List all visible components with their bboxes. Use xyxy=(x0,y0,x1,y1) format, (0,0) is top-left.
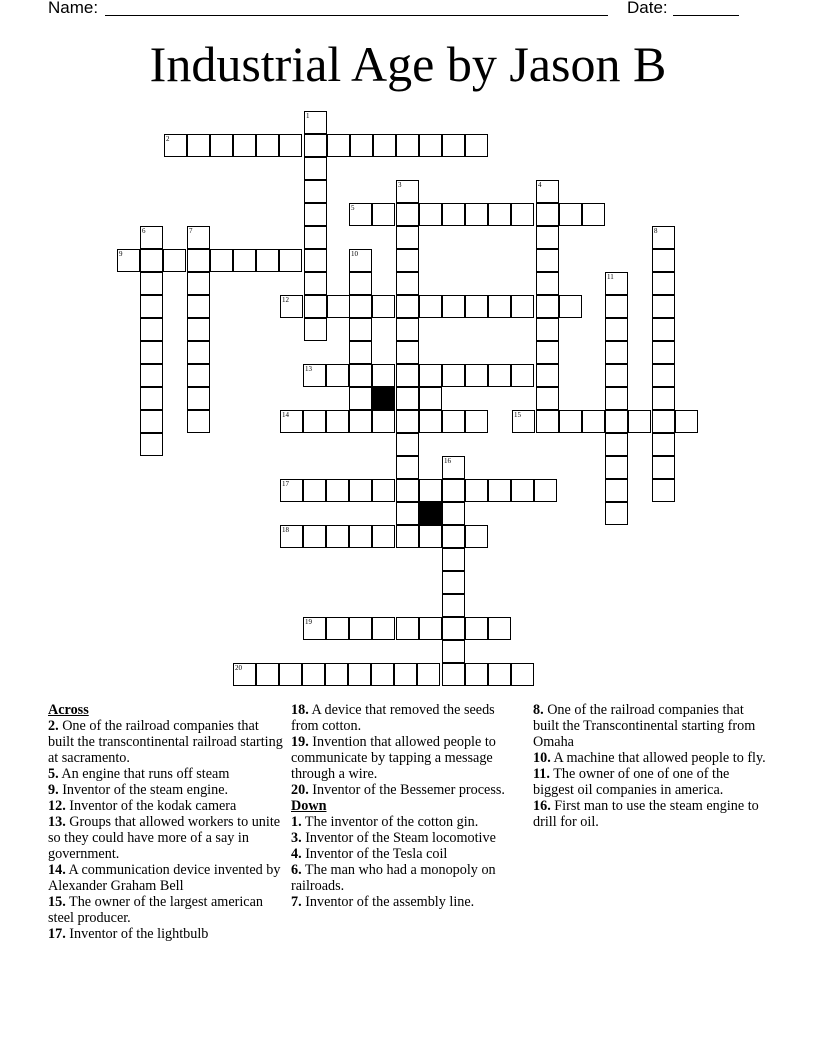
crossword-cell[interactable] xyxy=(349,341,372,364)
clue-number: 14 xyxy=(282,411,289,419)
crossword-cell[interactable] xyxy=(187,364,210,387)
crossword-cell[interactable] xyxy=(304,295,327,318)
crossword-cell[interactable] xyxy=(396,502,419,525)
crossword-cell[interactable] xyxy=(582,203,605,226)
crossword-cell[interactable] xyxy=(536,295,559,318)
clue-item-number: 9. xyxy=(48,782,59,798)
crossword-cell[interactable] xyxy=(304,157,327,180)
crossword-cell[interactable] xyxy=(396,203,419,226)
crossword-cell[interactable] xyxy=(396,525,419,548)
crossword-cell[interactable] xyxy=(140,226,163,249)
clue-item-text: First man to use the steam engine to drill for oil. xyxy=(533,798,759,830)
crossword-cell[interactable] xyxy=(303,410,326,433)
clue-item-number: 7. xyxy=(291,894,302,910)
crossword-cell[interactable] xyxy=(559,295,582,318)
crossword-cell[interactable] xyxy=(396,318,419,341)
clue-item-text: One of the railroad companies that built the transcontinental railroad starting at sacramento. xyxy=(48,718,283,766)
clue-number: 6 xyxy=(142,227,146,235)
clue-number: 3 xyxy=(398,181,402,189)
crossword-cell[interactable] xyxy=(534,479,557,502)
clue-item-text: The inventor of the cotton gin. xyxy=(301,814,479,830)
crossword-cell[interactable] xyxy=(442,134,465,157)
crossword-cell[interactable] xyxy=(511,295,534,318)
crossword-cell[interactable] xyxy=(605,479,628,502)
crossword-cell[interactable] xyxy=(304,134,327,157)
clue-item xyxy=(48,862,284,894)
crossword-cell[interactable] xyxy=(349,364,372,387)
crossword-cell[interactable] xyxy=(536,203,559,226)
crossword-cell[interactable] xyxy=(372,364,395,387)
crossword-cell[interactable] xyxy=(372,525,395,548)
clue-item xyxy=(291,846,523,862)
crossword-cell[interactable] xyxy=(304,249,327,272)
crossword-cell[interactable] xyxy=(536,410,559,433)
crossword-cell[interactable] xyxy=(210,249,233,272)
clue-item-text: A device that removed the seeds from cotton. xyxy=(291,702,495,734)
crossword-cell[interactable] xyxy=(582,410,605,433)
clue-number: 10 xyxy=(351,250,358,258)
crossword-cell[interactable] xyxy=(326,525,349,548)
crossword-cell[interactable] xyxy=(164,134,187,157)
clue-item xyxy=(291,782,523,798)
crossword-cell[interactable] xyxy=(140,364,163,387)
blocked-cell xyxy=(372,387,395,410)
crossword-cell[interactable] xyxy=(442,295,465,318)
crossword-cell[interactable] xyxy=(605,364,628,387)
clue-item-text: Inventor of the Bessemer process. xyxy=(308,782,505,798)
crossword-cell[interactable] xyxy=(488,617,511,640)
crossword-cell[interactable] xyxy=(605,341,628,364)
clues-column-1 xyxy=(48,702,284,942)
clue-item-number: 17. xyxy=(48,926,66,942)
crossword-cell[interactable] xyxy=(396,387,419,410)
crossword-cell[interactable] xyxy=(349,249,372,272)
crossword-cell[interactable] xyxy=(442,479,465,502)
clue-item-text: Inventor of the lightbulb xyxy=(65,926,209,942)
crossword-cell[interactable] xyxy=(488,663,511,686)
down-heading: Down xyxy=(291,798,327,814)
clue-item xyxy=(533,750,773,766)
crossword-cell[interactable] xyxy=(256,663,279,686)
clue-item-number: 14. xyxy=(48,862,66,878)
crossword-cell[interactable] xyxy=(442,410,465,433)
crossword-cell[interactable] xyxy=(372,479,395,502)
crossword-cell[interactable] xyxy=(304,203,327,226)
crossword-cell[interactable] xyxy=(652,410,675,433)
clue-number: 8 xyxy=(654,227,658,235)
crossword-cell[interactable] xyxy=(465,617,488,640)
crossword-cell[interactable] xyxy=(512,410,535,433)
crossword-cell[interactable] xyxy=(536,318,559,341)
crossword-cell[interactable] xyxy=(652,364,675,387)
clue-item xyxy=(291,830,523,846)
crossword-cell[interactable] xyxy=(350,134,373,157)
clue-number: 13 xyxy=(305,365,312,373)
crossword-cell[interactable] xyxy=(349,272,372,295)
crossword-cell[interactable] xyxy=(396,134,419,157)
crossword-cell[interactable] xyxy=(675,410,698,433)
crossword-cell[interactable] xyxy=(304,226,327,249)
crossword-cell[interactable] xyxy=(372,203,395,226)
crossword-cell[interactable] xyxy=(652,341,675,364)
across-clue-list xyxy=(48,718,284,942)
crossword-cell[interactable] xyxy=(396,364,419,387)
clue-number: 7 xyxy=(189,227,193,235)
crossword-cell[interactable] xyxy=(442,594,465,617)
clue-number: 4 xyxy=(538,181,542,189)
crossword-cell[interactable] xyxy=(652,387,675,410)
crossword-cell[interactable] xyxy=(256,249,279,272)
crossword-cell[interactable] xyxy=(396,341,419,364)
clue-item-number: 10. xyxy=(533,750,551,766)
across-clue-list-continued xyxy=(291,702,523,798)
crossword-cell[interactable] xyxy=(442,548,465,571)
clue-item-number: 4. xyxy=(291,846,302,862)
crossword-cell[interactable] xyxy=(327,134,350,157)
crossword-cell[interactable] xyxy=(442,502,465,525)
crossword-cell[interactable] xyxy=(536,364,559,387)
crossword-cell[interactable] xyxy=(652,456,675,479)
crossword-cell[interactable] xyxy=(348,663,371,686)
clues-column-3 xyxy=(533,702,773,830)
crossword-cell[interactable] xyxy=(280,479,303,502)
crossword-cell[interactable] xyxy=(536,387,559,410)
crossword-cell[interactable] xyxy=(652,433,675,456)
clue-item xyxy=(48,894,284,926)
clue-item-text: Invention that allowed people to communicate by tapping a message through a wire. xyxy=(291,734,496,782)
clue-item-number: 13. xyxy=(48,814,66,830)
clue-number: 20 xyxy=(235,664,242,672)
page-title: Industrial Age by Jason B xyxy=(149,36,667,92)
clue-item-text: A communication device invented by Alexander Graham Bell xyxy=(48,862,281,894)
crossword-cell[interactable] xyxy=(465,295,488,318)
crossword-cell[interactable] xyxy=(442,203,465,226)
clue-item-number: 1. xyxy=(291,814,302,830)
crossword-cell[interactable] xyxy=(488,479,511,502)
crossword-cell[interactable] xyxy=(349,479,372,502)
crossword-cell[interactable] xyxy=(372,617,395,640)
clue-item-text: The owner of one of one of the biggest oil companies in america. xyxy=(533,766,730,798)
crossword-cell[interactable] xyxy=(465,663,488,686)
crossword-cell[interactable] xyxy=(396,410,419,433)
clue-item xyxy=(533,798,773,830)
crossword-cell[interactable] xyxy=(465,410,488,433)
crossword-cell[interactable] xyxy=(419,364,442,387)
crossword-cell[interactable] xyxy=(442,663,465,686)
crossword-cell[interactable] xyxy=(488,295,511,318)
down-clue-list-continued xyxy=(533,702,773,830)
crossword-cell[interactable] xyxy=(140,249,163,272)
crossword-cell[interactable] xyxy=(372,295,395,318)
crossword-cell[interactable] xyxy=(419,295,442,318)
clue-number: 1 xyxy=(306,112,310,120)
crossword-cell[interactable] xyxy=(419,410,442,433)
crossword-cell[interactable] xyxy=(605,456,628,479)
crossword-cell[interactable] xyxy=(187,134,210,157)
crossword-cell[interactable] xyxy=(628,410,651,433)
crossword-cell[interactable] xyxy=(187,272,210,295)
crossword-cell[interactable] xyxy=(394,663,417,686)
crossword-cell[interactable] xyxy=(536,180,559,203)
crossword-cell[interactable] xyxy=(536,341,559,364)
crossword-cell[interactable] xyxy=(419,525,442,548)
crossword-cell[interactable] xyxy=(442,456,465,479)
crossword-cell[interactable] xyxy=(349,203,372,226)
crossword-cell[interactable] xyxy=(326,479,349,502)
clue-item-text: Inventor of the Steam locomotive xyxy=(301,830,496,846)
clue-item-text: Inventor of the kodak camera xyxy=(65,798,237,814)
crossword-cell[interactable] xyxy=(280,410,303,433)
crossword-cell[interactable] xyxy=(349,617,372,640)
crossword-cell[interactable] xyxy=(140,341,163,364)
crossword-cell[interactable] xyxy=(605,387,628,410)
clue-number: 17 xyxy=(282,480,289,488)
clue-item-number: 20. xyxy=(291,782,309,798)
clue-item-text: Inventor of the assembly line. xyxy=(301,894,475,910)
crossword-cell[interactable] xyxy=(442,640,465,663)
crossword-cell[interactable] xyxy=(303,364,326,387)
crossword-cell[interactable] xyxy=(465,479,488,502)
crossword-cell[interactable] xyxy=(652,226,675,249)
clue-item xyxy=(533,766,773,798)
crossword-cell[interactable] xyxy=(233,663,256,686)
crossword-cell[interactable] xyxy=(465,525,488,548)
crossword-cell[interactable] xyxy=(536,226,559,249)
crossword-cell[interactable] xyxy=(326,364,349,387)
crossword-cell[interactable] xyxy=(140,272,163,295)
clue-item-text: The man who had a monopoly on railroads. xyxy=(291,862,496,894)
crossword-cell[interactable] xyxy=(396,226,419,249)
clue-item-number: 18. xyxy=(291,702,309,718)
crossword-cell[interactable] xyxy=(327,295,350,318)
crossword-cell[interactable] xyxy=(187,387,210,410)
crossword-cell[interactable] xyxy=(559,203,582,226)
crossword-cell[interactable] xyxy=(326,410,349,433)
clue-item xyxy=(48,782,284,798)
crossword-cell[interactable] xyxy=(304,180,327,203)
clue-item-text: The owner of the largest american steel producer. xyxy=(48,894,263,926)
crossword-cell[interactable] xyxy=(511,364,534,387)
crossword-cell[interactable] xyxy=(163,249,186,272)
crossword-cell[interactable] xyxy=(396,272,419,295)
crossword-cell[interactable] xyxy=(419,387,442,410)
clue-item xyxy=(291,894,523,910)
crossword-cell[interactable] xyxy=(187,226,210,249)
blocked-cell xyxy=(419,502,442,525)
clue-item-number: 5. xyxy=(48,766,59,782)
clue-item-number: 19. xyxy=(291,734,309,750)
crossword-cell[interactable] xyxy=(419,617,442,640)
clue-number: 5 xyxy=(351,204,355,212)
crossword-cell[interactable] xyxy=(652,272,675,295)
clue-item xyxy=(48,814,284,862)
across-heading: Across xyxy=(48,702,89,718)
clues-column-2 xyxy=(291,702,523,910)
crossword-cell[interactable] xyxy=(304,318,327,341)
crossword-cell[interactable] xyxy=(511,203,534,226)
clue-item-text: Inventor of the steam engine. xyxy=(58,782,229,798)
down-clue-list xyxy=(291,814,523,910)
crossword-cell[interactable] xyxy=(372,410,395,433)
crossword-cell[interactable] xyxy=(140,318,163,341)
crossword-cell[interactable] xyxy=(279,134,302,157)
crossword-cell[interactable] xyxy=(396,295,419,318)
crossword-cell[interactable] xyxy=(605,410,628,433)
crossword-cell[interactable] xyxy=(419,134,442,157)
clue-item-number: 6. xyxy=(291,862,302,878)
crossword-cell[interactable] xyxy=(279,663,302,686)
crossword-cell[interactable] xyxy=(326,617,349,640)
crossword-cell[interactable] xyxy=(396,479,419,502)
crossword-cell[interactable] xyxy=(233,249,256,272)
crossword-cell[interactable] xyxy=(371,663,394,686)
crossword-cell[interactable] xyxy=(187,410,210,433)
crossword-cell[interactable] xyxy=(210,134,233,157)
clue-item xyxy=(48,766,284,782)
clue-item xyxy=(291,814,523,830)
clue-item-number: 8. xyxy=(533,702,544,718)
crossword-cell[interactable] xyxy=(396,249,419,272)
crossword-cell[interactable] xyxy=(652,295,675,318)
crossword-cell[interactable] xyxy=(511,479,534,502)
clue-item-number: 2. xyxy=(48,718,59,734)
clue-item xyxy=(291,702,523,734)
crossword-cell[interactable] xyxy=(325,663,348,686)
crossword-cell[interactable] xyxy=(417,663,440,686)
clue-item-number: 12. xyxy=(48,798,66,814)
crossword-cell[interactable] xyxy=(652,318,675,341)
clue-number: 15 xyxy=(514,411,521,419)
crossword-cell[interactable] xyxy=(117,249,140,272)
date-label: Date: xyxy=(627,0,668,17)
crossword-cell[interactable] xyxy=(303,617,326,640)
crossword-cell[interactable] xyxy=(396,456,419,479)
clue-item xyxy=(48,798,284,814)
clue-item xyxy=(533,702,773,750)
crossword-cell[interactable] xyxy=(652,249,675,272)
crossword-cell[interactable] xyxy=(302,663,325,686)
crossword-cell[interactable] xyxy=(187,318,210,341)
clue-item-number: 15. xyxy=(48,894,66,910)
clue-item xyxy=(291,862,523,894)
clue-item xyxy=(48,926,284,942)
crossword-cell[interactable] xyxy=(419,479,442,502)
clue-item-number: 16. xyxy=(533,798,551,814)
clue-item xyxy=(291,734,523,782)
crossword-cell[interactable] xyxy=(303,479,326,502)
crossword-cell[interactable] xyxy=(536,249,559,272)
crossword-cell[interactable] xyxy=(187,295,210,318)
crossword-cell[interactable] xyxy=(465,364,488,387)
clue-item-text: A machine that allowed people to fly. xyxy=(550,750,766,766)
crossword-cell[interactable] xyxy=(280,295,303,318)
crossword-cell[interactable] xyxy=(442,571,465,594)
crossword-cell[interactable] xyxy=(303,525,326,548)
crossword-cell[interactable] xyxy=(488,203,511,226)
crossword-cell[interactable] xyxy=(187,249,210,272)
crossword-cell[interactable] xyxy=(349,387,372,410)
crossword-cell[interactable] xyxy=(488,364,511,387)
crossword-cell[interactable] xyxy=(140,433,163,456)
crossword-cell[interactable] xyxy=(140,387,163,410)
name-label: Name: xyxy=(48,0,99,17)
crossword-cell[interactable] xyxy=(442,525,465,548)
crossword-cell[interactable] xyxy=(652,479,675,502)
crossword-cell[interactable] xyxy=(465,134,488,157)
crossword-cell[interactable] xyxy=(349,318,372,341)
crossword-cell[interactable] xyxy=(396,433,419,456)
clue-item-text: Groups that allowed workers to unite so they could have more of a say in government. xyxy=(48,814,281,862)
clue-number: 2 xyxy=(166,135,170,143)
crossword-cell[interactable] xyxy=(279,249,302,272)
clue-item-text: One of the railroad companies that built the Transcontinental starting from Omaha xyxy=(533,702,756,750)
crossword-cell[interactable] xyxy=(349,410,372,433)
crossword-cell[interactable] xyxy=(349,295,372,318)
crossword-cell[interactable] xyxy=(605,295,628,318)
crossword-cell[interactable] xyxy=(605,318,628,341)
clue-item-text: An engine that runs off steam xyxy=(58,766,230,782)
clue-number: 16 xyxy=(444,457,451,465)
crossword-cell[interactable] xyxy=(465,203,488,226)
crossword-cell[interactable] xyxy=(442,617,465,640)
crossword-cell[interactable] xyxy=(605,272,628,295)
crossword-cell[interactable] xyxy=(396,180,419,203)
crossword-cell[interactable] xyxy=(511,663,534,686)
crossword-cell[interactable] xyxy=(349,525,372,548)
clue-number: 12 xyxy=(282,296,289,304)
crossword-cell[interactable] xyxy=(233,134,256,157)
clue-item-text: Inventor of the Tesla coil xyxy=(301,846,448,862)
crossword-cell[interactable] xyxy=(256,134,279,157)
crossword-cell[interactable] xyxy=(442,364,465,387)
crossword-cell[interactable] xyxy=(140,295,163,318)
crossword-cell[interactable] xyxy=(187,341,210,364)
crossword-cell[interactable] xyxy=(373,134,396,157)
crossword-cell[interactable] xyxy=(605,433,628,456)
clue-number: 11 xyxy=(607,273,614,281)
clue-item-number: 11. xyxy=(533,766,550,782)
crossword-cell[interactable] xyxy=(304,111,327,134)
crossword-cell[interactable] xyxy=(559,410,582,433)
clue-number: 9 xyxy=(119,250,123,258)
crossword-cell[interactable] xyxy=(396,617,419,640)
clue-number: 19 xyxy=(305,618,312,626)
crossword-cell[interactable] xyxy=(536,272,559,295)
crossword-cell[interactable] xyxy=(280,525,303,548)
clue-item xyxy=(48,718,284,766)
crossword-cell[interactable] xyxy=(419,203,442,226)
clue-item-number: 3. xyxy=(291,830,302,846)
clue-number: 18 xyxy=(282,526,289,534)
crossword-cell[interactable] xyxy=(140,410,163,433)
crossword-cell[interactable] xyxy=(304,272,327,295)
crossword-cell[interactable] xyxy=(605,502,628,525)
